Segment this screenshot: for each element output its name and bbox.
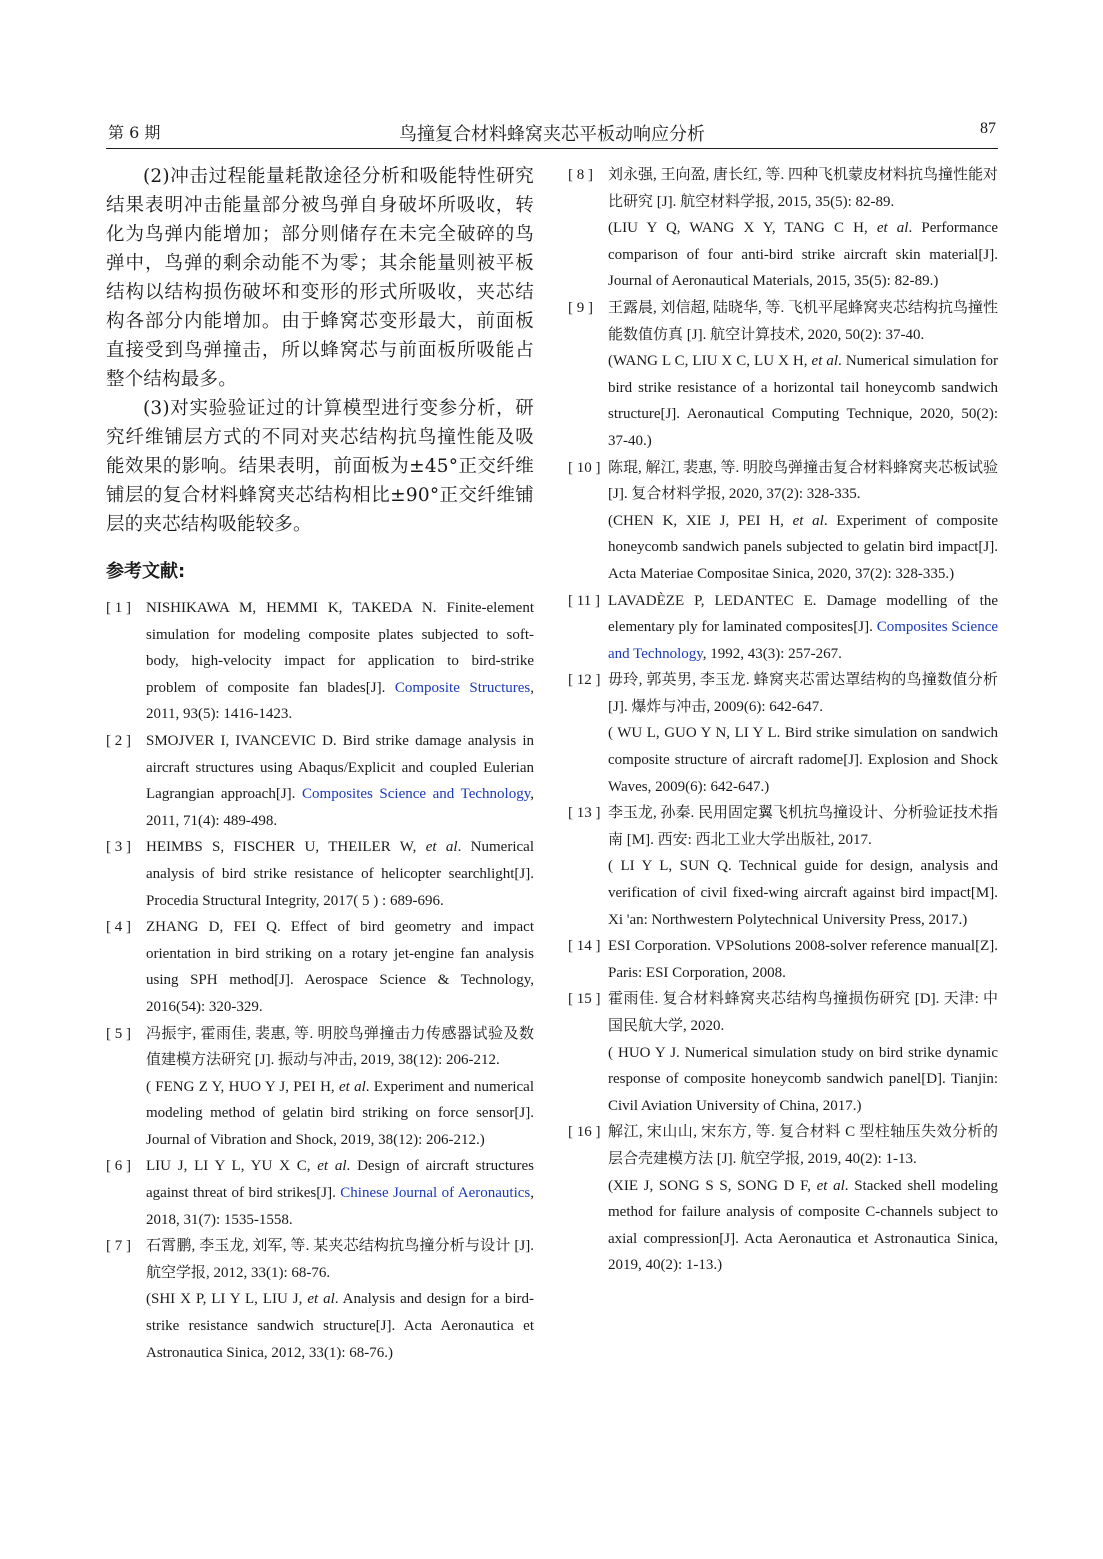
reference-text: . Experiment and numerical modeling method of gelatin bird striking on force sensor[J]. Journal of Vibration and Shock, 2019, 38(12): 206-212.): [146, 1078, 535, 1148]
reference-text: . Numerical analysis of bird strike resistance of helicopter searchlight[J]. Procedia Structural Integrity, 2017( 5 ) : 689-696.: [146, 839, 534, 909]
reference-text-english: [146, 1286, 534, 1366]
reference-13: [568, 800, 998, 933]
reference-text-english: ( WU L, GUO Y N, LI Y L. Bird strike simulation on sandwich composite structure of aircraft radome[J]. Explosion and Shock Waves, 2009(6): 642-647.): [608, 725, 998, 795]
reference-15: [568, 986, 998, 1119]
reference-text-english: ( LI Y L, SUN Q. Technical guide for design, analysis and verification of civil fixed-wing aircraft against bird impact[M]. Xi 'an: Northwestern Polytechnical University Press, 2017.): [608, 858, 998, 928]
reference-14: [568, 933, 998, 986]
reference-text-chinese: 刘永强, 王向盈, 唐长红, 等. 四种飞机蒙皮材料抗鸟撞性能对比研究 [J]. 航空材料学报, 2015, 35(5): 82-89.: [608, 167, 999, 210]
reference-number: [ 4 ]: [106, 919, 131, 936]
reference-text-chinese: 冯振宇, 霍雨佳, 裴惠, 等. 明胶鸟弹撞击力传感器试验及数值建模方法研究 [J]. 振动与冲击, 2019, 38(12): 206-212.: [146, 1025, 534, 1069]
reference-text-chinese: 霍雨佳. 复合材料蜂窝夹芯结构鸟撞损伤研究 [D]. 天津: 中国民航大学, 2020.: [608, 991, 998, 1034]
reference-number: [ 8 ]: [568, 167, 593, 183]
reference-12: [568, 667, 998, 800]
reference-number: [ 6 ]: [106, 1158, 131, 1175]
et-al: et al: [811, 353, 839, 370]
reference-text: . Stacked shell modeling method for failure analysis of composite C-channels subject to axial compression[J]. Acta Aeronautica et Astronautica Sinica, 2019, 40(2): 1-13.): [608, 1177, 998, 1274]
et-al: et al: [876, 220, 909, 237]
reference-number: [ 15 ]: [568, 991, 601, 1008]
reference-number: [ 10 ]: [568, 459, 601, 476]
reference-text: . Analysis and design for a bird-strike resistance sandwich structure[J]. Acta Aeronautica et Astronautica Sinica, 2012, 33(1): 68-76.): [146, 1291, 534, 1361]
reference-text-chinese: 解江, 宋山山, 宋东方, 等. 复合材料 C 型柱轴压失效分析的层合壳建模方法 [J]. 航空学报, 2019, 40(2): 1-13.: [608, 1124, 998, 1167]
et-al: et al: [425, 839, 458, 856]
reference-11: [568, 588, 998, 668]
journal-link[interactable]: Composite Structures: [394, 679, 531, 696]
reference-text-english: [608, 215, 998, 295]
reference-number: [ 7 ]: [106, 1238, 131, 1255]
reference-number: [ 3 ]: [106, 839, 131, 856]
reference-7: [106, 1233, 534, 1366]
reference-text: ( FENG Z Y, HUO Y J, PEI H,: [146, 1078, 339, 1095]
reference-number: [ 9 ]: [568, 299, 593, 316]
reference-text: . Design of aircraft structures against threat of bird strikes[J].: [146, 1158, 534, 1202]
journal-link[interactable]: Composites Science and Technology: [302, 786, 531, 803]
reference-3: [106, 834, 534, 914]
reference-text: ZHANG D, FEI Q. Effect of bird geometry and impact orientation in bird striking on a rotary jet-engine fan analysis using SPH method[J]. Aerospace Science & Technology, 2016(54): 320-329.: [146, 919, 534, 1015]
journal-link[interactable]: Composites Science and Technology: [608, 619, 999, 662]
reference-text: , 2018, 31(7): 1535-1558.: [146, 1185, 535, 1228]
et-al: et al: [338, 1078, 366, 1095]
running-title: 鸟撞复合材料蜂窝夹芯平板动响应分析: [399, 124, 705, 145]
issue-number: 第 6 期: [108, 123, 161, 142]
page-header: [106, 116, 998, 149]
reference-text-chinese: 陈琨, 解江, 裴惠, 等. 明胶鸟弹撞击复合材料蜂窝夹芯板试验 [J]. 复合材料学报, 2020, 37(2): 328-335.: [608, 459, 999, 503]
reference-5: [106, 1021, 534, 1154]
reference-text-english: [608, 508, 998, 588]
reference-6: [106, 1153, 534, 1233]
reference-text: . Performance comparison of four anti-bird strike aircraft skin material[J]. Journal of Aeronautical Materials, 2015, 35(5): 82-89.): [608, 220, 998, 290]
reference-text-english: ( HUO Y J. Numerical simulation study on bird strike dynamic response of composite honeycomb sandwich panel[D]. Tianjin: Civil Aviation University of China, 2017.): [608, 1044, 998, 1114]
reference-text: HEIMBS S, FISCHER U, THEILER W,: [146, 839, 426, 856]
reference-text-chinese: 李玉龙, 孙秦. 民用固定翼飞机抗鸟撞设计、分析验证技术指南 [M]. 西安: 西北工业大学出版社, 2017.: [608, 805, 999, 848]
reference-8: [568, 162, 998, 295]
conclusion-paragraph-2: (2)冲击过程能量耗散途径分析和吸能特性研究结果表明冲击能量部分被鸟弹自身破坏所吸收，转化为鸟弹内能增加；部分则储存在未完全破碎的鸟弹中，鸟弹的剩余动能不为零；其余能量则被平板结构以结构损伤破坏和变形的形式所吸收，夹芯结构各部分内能增加。由于蜂窝芯变形最大，前面板直接受到鸟弹撞击，所以蜂窝芯与前面板所吸能占整个结构最多。: [106, 166, 534, 390]
reference-text: . Experiment of composite honeycomb sandwich panels subjected to gelatin bird impact[J]. Acta Materiae Compositae Sinica, 2020, 37(2): 328-335.): [608, 512, 998, 582]
reference-4: [106, 914, 534, 1020]
reference-number: [ 16 ]: [568, 1124, 601, 1141]
reference-number: [ 14 ]: [568, 938, 601, 955]
reference-number: [ 1 ]: [106, 600, 131, 616]
reference-number: [ 5 ]: [106, 1025, 131, 1042]
reference-text: ESI Corporation. VPSolutions 2008-solver reference manual[Z]. Paris: ESI Corporation, 2008.: [608, 938, 998, 981]
reference-text: (SHI X P, LI Y L, LIU J,: [146, 1291, 308, 1308]
reference-number: [ 13 ]: [568, 805, 601, 822]
reference-text: (WANG L C, LIU X C, LU X H,: [608, 353, 812, 370]
reference-text: LIU J, LI Y L, YU X C,: [146, 1158, 318, 1175]
reference-text: (XIE J, SONG S S, SONG D F,: [608, 1177, 817, 1194]
right-column: [568, 162, 998, 1279]
reference-16: [568, 1119, 998, 1279]
left-column: [106, 162, 534, 1366]
reference-text: (LIU Y Q, WANG X Y, TANG C H,: [608, 220, 877, 237]
conclusion-paragraph-3: (3)对实验验证过的计算模型进行变参分析，研究纤维铺层方式的不同对夹芯结构抗鸟撞性能及吸能效果的影响。结果表明，前面板为±45°正交纤维铺层的复合材料蜂窝夹芯结构相比±90°正交纤维铺层的夹芯结构吸能较多。: [106, 398, 534, 535]
reference-text: (CHEN K, XIE J, PEI H,: [608, 512, 793, 529]
reference-number: [ 12 ]: [568, 672, 601, 689]
et-al: et al: [307, 1291, 335, 1308]
reference-number: [ 11 ]: [568, 592, 600, 609]
reference-text: LAVADÈZE P, LEDANTEC E. Damage modelling of the elementary ply for laminated composites[J].: [608, 592, 998, 636]
reference-text-chinese: 毋玲, 郭英男, 李玉龙. 蜂窝夹芯雷达罩结构的鸟撞数值分析 [J]. 爆炸与冲击, 2009(6): 642-647.: [608, 672, 998, 715]
et-al: et al: [317, 1158, 347, 1175]
reference-text-chinese: 王露晨, 刘信超, 陆晓华, 等. 飞机平尾蜂窝夹芯结构抗鸟撞性能数值仿真 [J]. 航空计算技术, 2020, 50(2): 37-40.: [608, 299, 999, 343]
reference-text-chinese: 石霄鹏, 李玉龙, 刘军, 等. 某夹芯结构抗鸟撞分析与设计 [J]. 航空学报, 2012, 33(1): 68-76.: [146, 1238, 534, 1281]
reference-2: [106, 728, 534, 834]
reference-text-english: [608, 1173, 998, 1279]
reference-text: . Numerical simulation for bird strike resistance of a horizontal tail honeycomb sandwich structure[J]. Aeronautical Computing Technique, 2020, 50(2): 37-40.): [608, 353, 998, 449]
reference-number: [ 2 ]: [106, 732, 131, 749]
journal-link[interactable]: Chinese Journal of Aeronautics: [340, 1185, 531, 1202]
references-heading: 参考文献:: [106, 561, 186, 582]
reference-1: [106, 595, 534, 728]
reference-10: [568, 455, 998, 588]
et-al: et al: [816, 1177, 845, 1194]
reference-text: , 2011, 93(5): 1416-1423.: [146, 679, 534, 723]
reference-text-english: [608, 348, 998, 454]
et-al: et al: [792, 512, 824, 529]
reference-text: , 2011, 71(4): 489-498.: [146, 786, 534, 829]
page-number: 87: [980, 120, 996, 137]
reference-text: , 1992, 43(3): 257-267.: [702, 645, 842, 662]
reference-9: [568, 295, 998, 455]
reference-text: SMOJVER I, IVANCEVIC D. Bird strike damage analysis in aircraft structures using Abaqus/Explicit and coupled Eulerian Lagrangian approach[J].: [146, 732, 534, 803]
reference-text: NISHIKAWA M, HEMMI K, TAKEDA N. Finite-element simulation for modeling composite plates subjected to soft-body, high-velocity impact for application to bird-strike problem of composite fan blades[J].: [146, 600, 534, 696]
reference-text-english: [146, 1074, 534, 1154]
